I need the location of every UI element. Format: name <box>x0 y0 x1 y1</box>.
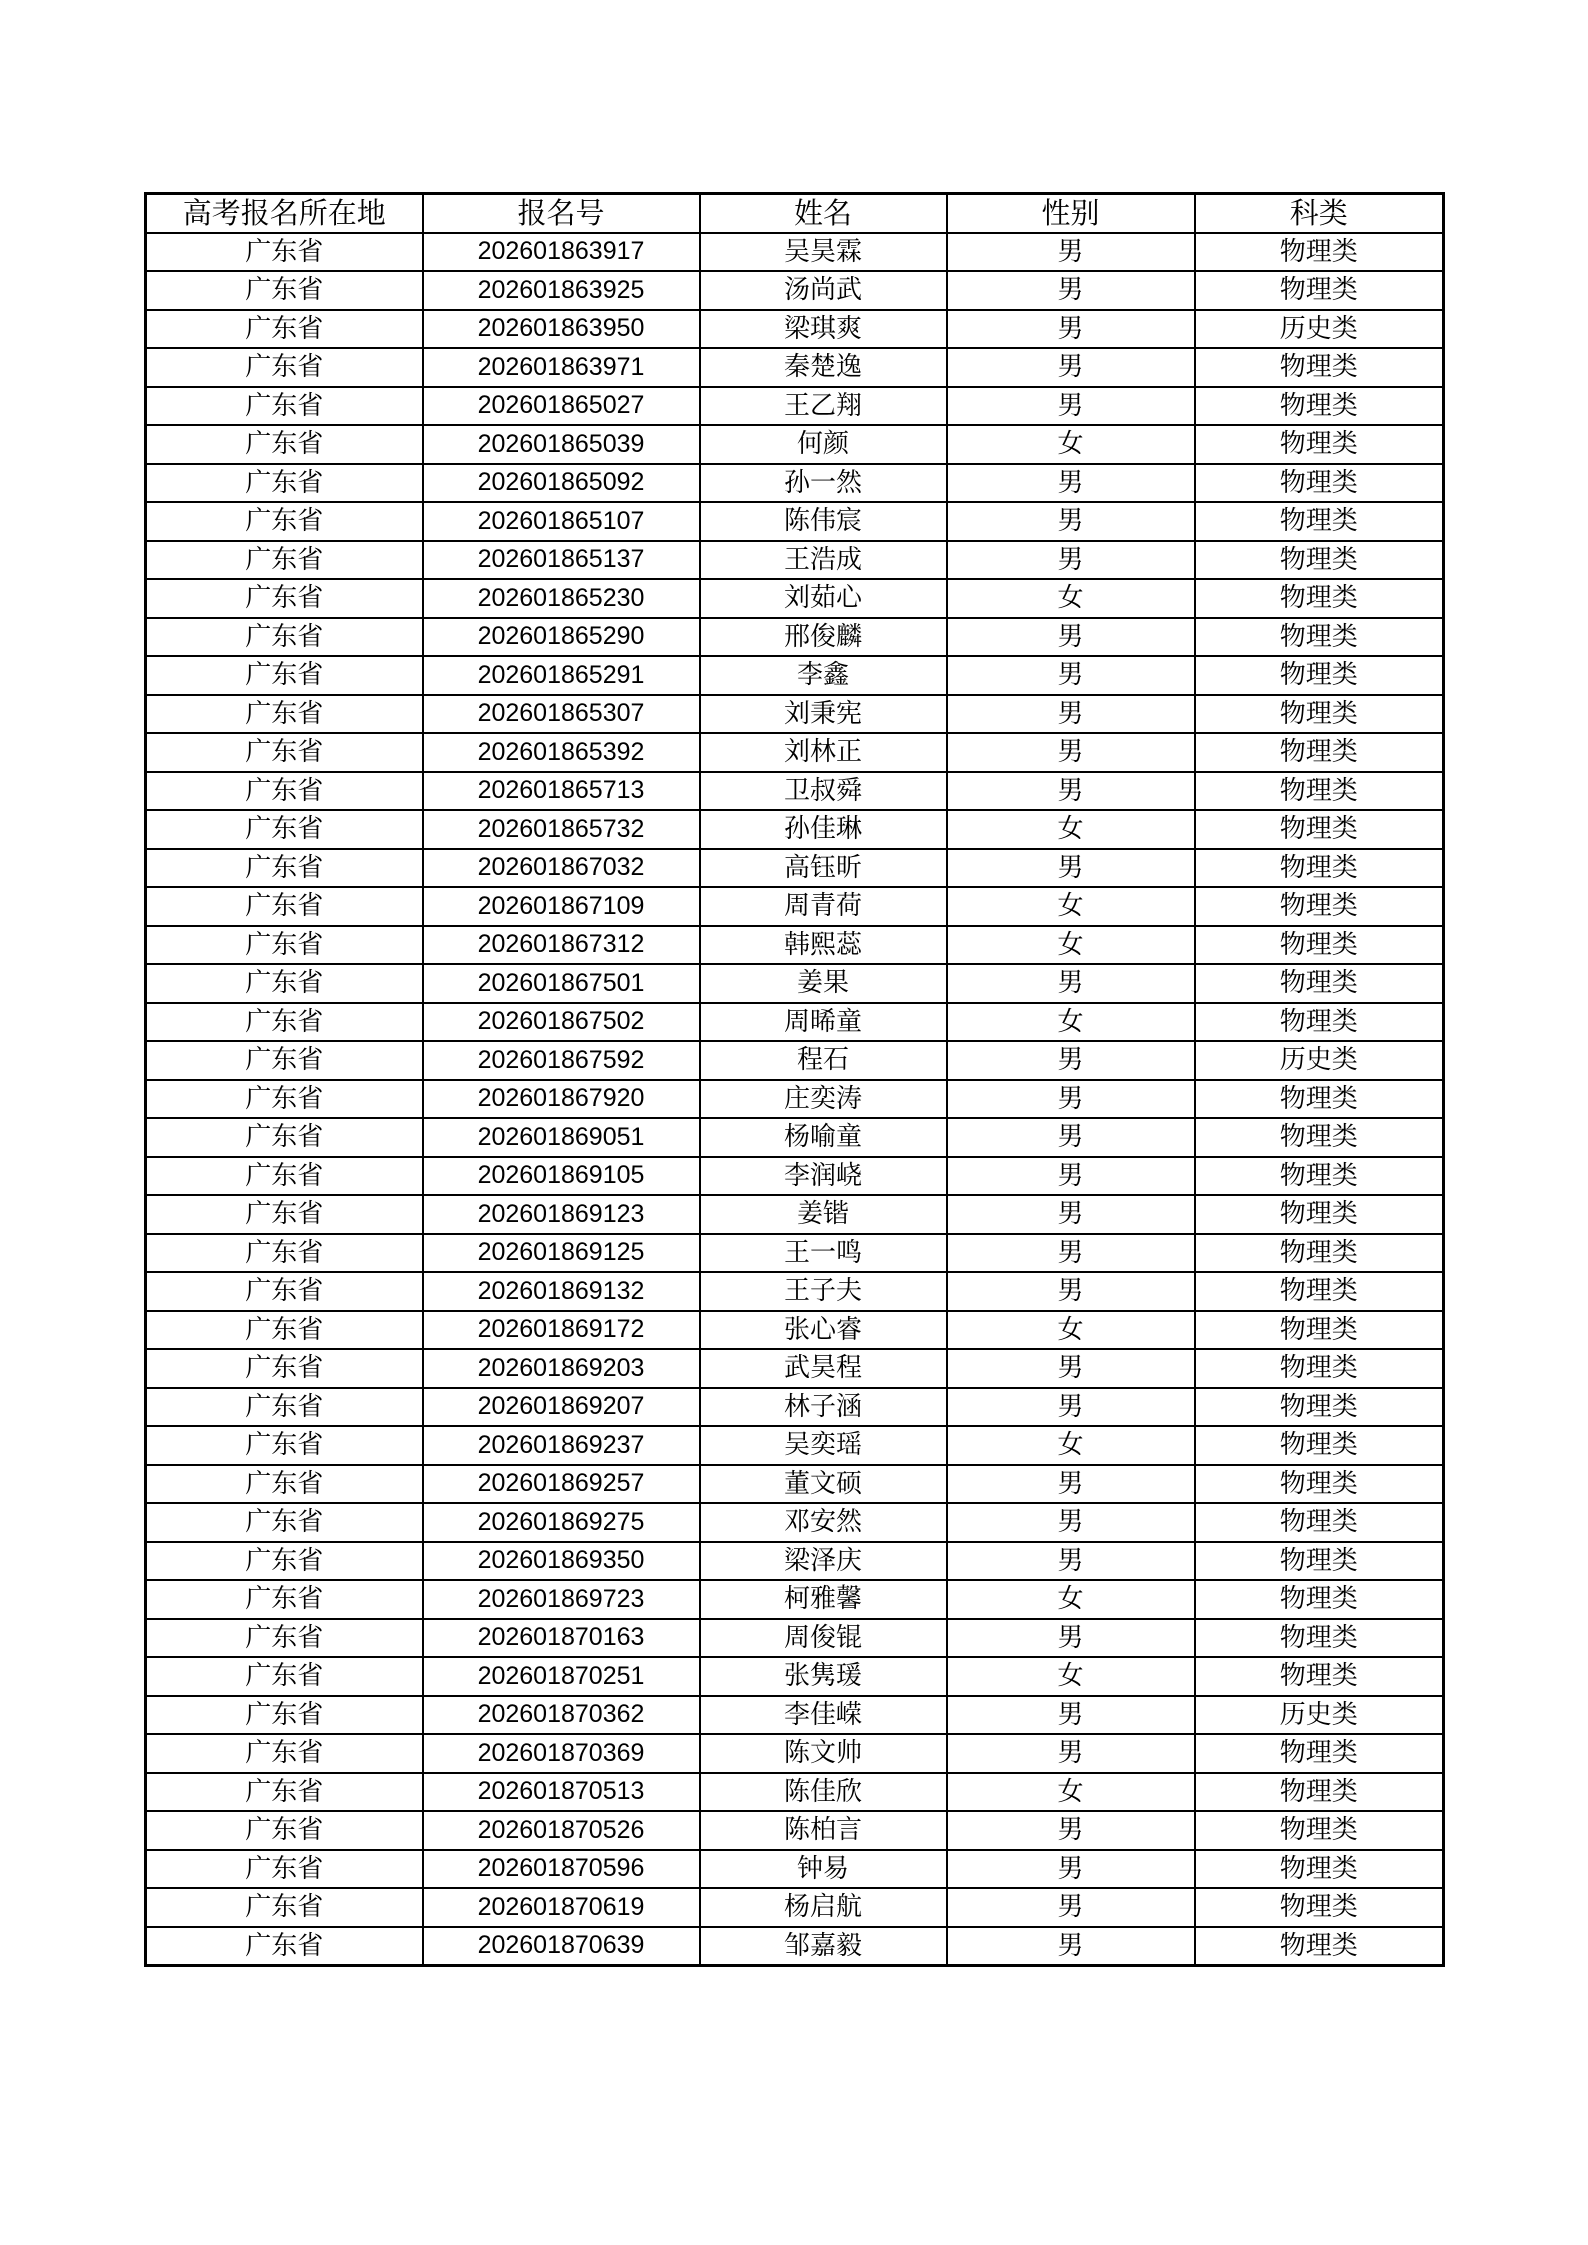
cell-registration-number: 202601870251 <box>423 1657 700 1696</box>
cell-subject-track: 物理类 <box>1195 1503 1444 1542</box>
cell-name: 刘林正 <box>700 733 947 772</box>
cell-subject-track: 物理类 <box>1195 1773 1444 1812</box>
cell-region: 广东省 <box>146 1234 423 1273</box>
cell-registration-number: 202601865027 <box>423 387 700 426</box>
cell-subject-track: 物理类 <box>1195 1388 1444 1427</box>
cell-gender: 男 <box>947 1195 1195 1234</box>
cell-gender: 男 <box>947 1349 1195 1388</box>
cell-registration-number: 202601865137 <box>423 541 700 580</box>
cell-subject-track: 物理类 <box>1195 1426 1444 1465</box>
table-row <box>146 1388 1444 1427</box>
cell-registration-number: 202601863950 <box>423 310 700 349</box>
cell-region: 广东省 <box>146 1465 423 1504</box>
cell-region: 广东省 <box>146 1080 423 1119</box>
cell-region: 广东省 <box>146 233 423 272</box>
cell-registration-number: 202601870596 <box>423 1850 700 1889</box>
cell-registration-number: 202601869723 <box>423 1580 700 1619</box>
cell-name: 武昊程 <box>700 1349 947 1388</box>
cell-name: 王子夫 <box>700 1272 947 1311</box>
cell-registration-number: 202601869237 <box>423 1426 700 1465</box>
cell-region: 广东省 <box>146 1888 423 1927</box>
cell-region: 广东省 <box>146 926 423 965</box>
table-row <box>146 233 1444 272</box>
cell-region: 广东省 <box>146 849 423 888</box>
cell-registration-number: 202601869203 <box>423 1349 700 1388</box>
cell-region: 广东省 <box>146 1773 423 1812</box>
header-registration-number: 报名号 <box>423 194 700 233</box>
cell-region: 广东省 <box>146 1118 423 1157</box>
cell-name: 邢俊麟 <box>700 618 947 657</box>
table-row <box>146 310 1444 349</box>
cell-subject-track: 物理类 <box>1195 1080 1444 1119</box>
cell-subject-track: 物理类 <box>1195 1465 1444 1504</box>
cell-region: 广东省 <box>146 1734 423 1773</box>
cell-name: 吴奕瑶 <box>700 1426 947 1465</box>
cell-registration-number: 202601870526 <box>423 1811 700 1850</box>
cell-subject-track: 物理类 <box>1195 1234 1444 1273</box>
table-row <box>146 1888 1444 1927</box>
cell-region: 广东省 <box>146 1503 423 1542</box>
cell-name: 孙一然 <box>700 464 947 503</box>
cell-gender: 男 <box>947 1542 1195 1581</box>
table-row <box>146 772 1444 811</box>
cell-registration-number: 202601865291 <box>423 656 700 695</box>
cell-subject-track: 物理类 <box>1195 1619 1444 1658</box>
table-body <box>146 233 1444 1966</box>
cell-gender: 男 <box>947 1388 1195 1427</box>
cell-gender: 女 <box>947 425 1195 464</box>
cell-name: 李佳嵘 <box>700 1696 947 1735</box>
cell-name: 董文硕 <box>700 1465 947 1504</box>
cell-region: 广东省 <box>146 1349 423 1388</box>
cell-subject-track: 物理类 <box>1195 618 1444 657</box>
cell-registration-number: 202601869132 <box>423 1272 700 1311</box>
table-row <box>146 1619 1444 1658</box>
cell-registration-number: 202601869123 <box>423 1195 700 1234</box>
cell-registration-number: 202601869172 <box>423 1311 700 1350</box>
table-row <box>146 733 1444 772</box>
table-row <box>146 1272 1444 1311</box>
cell-region: 广东省 <box>146 1542 423 1581</box>
admission-roster-table <box>144 192 1445 1967</box>
cell-name: 钟易 <box>700 1850 947 1889</box>
cell-region: 广东省 <box>146 772 423 811</box>
cell-gender: 男 <box>947 1696 1195 1735</box>
table-row <box>146 1657 1444 1696</box>
cell-subject-track: 物理类 <box>1195 1311 1444 1350</box>
table-row <box>146 1003 1444 1042</box>
table-row <box>146 849 1444 888</box>
cell-region: 广东省 <box>146 733 423 772</box>
cell-registration-number: 202601867502 <box>423 1003 700 1042</box>
cell-gender: 男 <box>947 1080 1195 1119</box>
table-row <box>146 1580 1444 1619</box>
cell-registration-number: 202601869350 <box>423 1542 700 1581</box>
cell-gender: 女 <box>947 1003 1195 1042</box>
cell-region: 广东省 <box>146 1580 423 1619</box>
cell-name: 梁泽庆 <box>700 1542 947 1581</box>
table-row <box>146 1734 1444 1773</box>
table-row <box>146 579 1444 618</box>
cell-region: 广东省 <box>146 1811 423 1850</box>
cell-gender: 女 <box>947 887 1195 926</box>
document-page <box>144 192 1442 1967</box>
cell-subject-track: 物理类 <box>1195 1195 1444 1234</box>
cell-registration-number: 202601867109 <box>423 887 700 926</box>
cell-subject-track: 物理类 <box>1195 1888 1444 1927</box>
cell-region: 广东省 <box>146 579 423 618</box>
cell-registration-number: 202601867592 <box>423 1041 700 1080</box>
cell-region: 广东省 <box>146 1426 423 1465</box>
cell-subject-track: 物理类 <box>1195 1927 1444 1966</box>
cell-name: 陈伟宸 <box>700 502 947 541</box>
cell-subject-track: 物理类 <box>1195 1542 1444 1581</box>
cell-subject-track: 物理类 <box>1195 810 1444 849</box>
cell-gender: 男 <box>947 1041 1195 1080</box>
cell-gender: 女 <box>947 1657 1195 1696</box>
cell-region: 广东省 <box>146 310 423 349</box>
cell-registration-number: 202601865392 <box>423 733 700 772</box>
cell-region: 广东省 <box>146 1619 423 1658</box>
cell-gender: 男 <box>947 1503 1195 1542</box>
cell-region: 广东省 <box>146 1195 423 1234</box>
cell-name: 汤尚武 <box>700 271 947 310</box>
table-row <box>146 1503 1444 1542</box>
cell-registration-number: 202601870163 <box>423 1619 700 1658</box>
cell-region: 广东省 <box>146 1003 423 1042</box>
cell-name: 李鑫 <box>700 656 947 695</box>
cell-registration-number: 202601867920 <box>423 1080 700 1119</box>
cell-registration-number: 202601865307 <box>423 695 700 734</box>
cell-gender: 男 <box>947 1157 1195 1196</box>
cell-name: 姜果 <box>700 964 947 1003</box>
table-header <box>146 194 1444 233</box>
cell-name: 柯雅馨 <box>700 1580 947 1619</box>
cell-subject-track: 物理类 <box>1195 233 1444 272</box>
cell-gender: 男 <box>947 1850 1195 1889</box>
cell-gender: 男 <box>947 1734 1195 1773</box>
cell-registration-number: 202601867032 <box>423 849 700 888</box>
cell-region: 广东省 <box>146 964 423 1003</box>
cell-region: 广东省 <box>146 1157 423 1196</box>
cell-registration-number: 202601865107 <box>423 502 700 541</box>
cell-gender: 男 <box>947 1234 1195 1273</box>
table-row <box>146 926 1444 965</box>
cell-gender: 男 <box>947 964 1195 1003</box>
cell-region: 广东省 <box>146 541 423 580</box>
cell-name: 梁琪爽 <box>700 310 947 349</box>
cell-gender: 男 <box>947 464 1195 503</box>
cell-region: 广东省 <box>146 348 423 387</box>
cell-gender: 男 <box>947 1811 1195 1850</box>
cell-region: 广东省 <box>146 1657 423 1696</box>
cell-gender: 男 <box>947 1927 1195 1966</box>
cell-region: 广东省 <box>146 1696 423 1735</box>
table-row <box>146 1696 1444 1735</box>
cell-region: 广东省 <box>146 271 423 310</box>
cell-gender: 男 <box>947 502 1195 541</box>
table-row <box>146 1234 1444 1273</box>
table-row <box>146 1811 1444 1850</box>
cell-subject-track: 物理类 <box>1195 1657 1444 1696</box>
cell-subject-track: 物理类 <box>1195 1118 1444 1157</box>
cell-region: 广东省 <box>146 387 423 426</box>
cell-gender: 男 <box>947 387 1195 426</box>
table-row <box>146 695 1444 734</box>
table-row <box>146 964 1444 1003</box>
table-row <box>146 618 1444 657</box>
cell-registration-number: 202601869125 <box>423 1234 700 1273</box>
cell-registration-number: 202601870369 <box>423 1734 700 1773</box>
table-row <box>146 656 1444 695</box>
cell-subject-track: 物理类 <box>1195 772 1444 811</box>
header-region: 高考报名所在地 <box>146 194 423 233</box>
cell-name: 张隽瑗 <box>700 1657 947 1696</box>
cell-registration-number: 202601863971 <box>423 348 700 387</box>
cell-name: 高钰昕 <box>700 849 947 888</box>
cell-gender: 男 <box>947 348 1195 387</box>
cell-name: 周晞童 <box>700 1003 947 1042</box>
table-row <box>146 1850 1444 1889</box>
cell-subject-track: 物理类 <box>1195 1811 1444 1850</box>
table-row <box>146 1927 1444 1966</box>
cell-gender: 男 <box>947 733 1195 772</box>
cell-gender: 男 <box>947 271 1195 310</box>
cell-name: 何颜 <box>700 425 947 464</box>
cell-registration-number: 202601865732 <box>423 810 700 849</box>
cell-subject-track: 物理类 <box>1195 1272 1444 1311</box>
cell-region: 广东省 <box>146 502 423 541</box>
cell-subject-track: 物理类 <box>1195 656 1444 695</box>
cell-name: 周俊锟 <box>700 1619 947 1658</box>
cell-subject-track: 历史类 <box>1195 1041 1444 1080</box>
cell-gender: 女 <box>947 1773 1195 1812</box>
table-row <box>146 271 1444 310</box>
cell-gender: 女 <box>947 810 1195 849</box>
cell-subject-track: 物理类 <box>1195 1003 1444 1042</box>
cell-name: 秦楚逸 <box>700 348 947 387</box>
cell-region: 广东省 <box>146 1311 423 1350</box>
cell-name: 陈佳欣 <box>700 1773 947 1812</box>
cell-registration-number: 202601865290 <box>423 618 700 657</box>
table-row <box>146 1426 1444 1465</box>
table-row <box>146 1311 1444 1350</box>
cell-region: 广东省 <box>146 1272 423 1311</box>
header-name: 姓名 <box>700 194 947 233</box>
cell-name: 王浩成 <box>700 541 947 580</box>
table-row <box>146 1041 1444 1080</box>
cell-subject-track: 物理类 <box>1195 502 1444 541</box>
cell-name: 王一鸣 <box>700 1234 947 1273</box>
cell-gender: 女 <box>947 1426 1195 1465</box>
cell-subject-track: 物理类 <box>1195 387 1444 426</box>
cell-name: 张心睿 <box>700 1311 947 1350</box>
table-row <box>146 464 1444 503</box>
header-row <box>146 194 1444 233</box>
table-row <box>146 1773 1444 1812</box>
cell-registration-number: 202601870619 <box>423 1888 700 1927</box>
cell-name: 程石 <box>700 1041 947 1080</box>
cell-registration-number: 202601867312 <box>423 926 700 965</box>
cell-registration-number: 202601869275 <box>423 1503 700 1542</box>
cell-name: 姜锴 <box>700 1195 947 1234</box>
cell-name: 孙佳琳 <box>700 810 947 849</box>
cell-name: 邹嘉毅 <box>700 1927 947 1966</box>
cell-region: 广东省 <box>146 1927 423 1966</box>
cell-subject-track: 物理类 <box>1195 1157 1444 1196</box>
cell-registration-number: 202601869105 <box>423 1157 700 1196</box>
cell-subject-track: 物理类 <box>1195 579 1444 618</box>
cell-gender: 男 <box>947 772 1195 811</box>
cell-subject-track: 物理类 <box>1195 1850 1444 1889</box>
table-row <box>146 1349 1444 1388</box>
cell-region: 广东省 <box>146 1041 423 1080</box>
cell-registration-number: 202601870362 <box>423 1696 700 1735</box>
cell-region: 广东省 <box>146 618 423 657</box>
cell-registration-number: 202601869207 <box>423 1388 700 1427</box>
cell-name: 庄奕涛 <box>700 1080 947 1119</box>
cell-subject-track: 历史类 <box>1195 310 1444 349</box>
cell-region: 广东省 <box>146 887 423 926</box>
cell-name: 林子涵 <box>700 1388 947 1427</box>
cell-registration-number: 202601865713 <box>423 772 700 811</box>
cell-registration-number: 202601870513 <box>423 1773 700 1812</box>
cell-subject-track: 历史类 <box>1195 1696 1444 1735</box>
cell-gender: 男 <box>947 1272 1195 1311</box>
header-gender: 性别 <box>947 194 1195 233</box>
cell-registration-number: 202601865039 <box>423 425 700 464</box>
cell-registration-number: 202601869257 <box>423 1465 700 1504</box>
cell-gender: 女 <box>947 579 1195 618</box>
table-row <box>146 810 1444 849</box>
table-row <box>146 387 1444 426</box>
cell-name: 杨喻童 <box>700 1118 947 1157</box>
cell-name: 陈文帅 <box>700 1734 947 1773</box>
header-subject-track: 科类 <box>1195 194 1444 233</box>
cell-gender: 男 <box>947 849 1195 888</box>
table-row <box>146 502 1444 541</box>
cell-subject-track: 物理类 <box>1195 348 1444 387</box>
cell-region: 广东省 <box>146 656 423 695</box>
cell-name: 李润峣 <box>700 1157 947 1196</box>
table-row <box>146 1542 1444 1581</box>
cell-subject-track: 物理类 <box>1195 695 1444 734</box>
cell-region: 广东省 <box>146 695 423 734</box>
table-row <box>146 348 1444 387</box>
cell-gender: 男 <box>947 695 1195 734</box>
table-row <box>146 425 1444 464</box>
cell-subject-track: 物理类 <box>1195 849 1444 888</box>
table-row <box>146 1080 1444 1119</box>
cell-registration-number: 202601863917 <box>423 233 700 272</box>
cell-registration-number: 202601869051 <box>423 1118 700 1157</box>
cell-name: 王乙翔 <box>700 387 947 426</box>
cell-gender: 男 <box>947 1888 1195 1927</box>
cell-gender: 男 <box>947 618 1195 657</box>
cell-gender: 女 <box>947 926 1195 965</box>
cell-subject-track: 物理类 <box>1195 887 1444 926</box>
cell-region: 广东省 <box>146 425 423 464</box>
cell-name: 卫叔舜 <box>700 772 947 811</box>
table-row <box>146 1157 1444 1196</box>
cell-region: 广东省 <box>146 464 423 503</box>
cell-gender: 男 <box>947 233 1195 272</box>
cell-subject-track: 物理类 <box>1195 926 1444 965</box>
table-row <box>146 1465 1444 1504</box>
cell-subject-track: 物理类 <box>1195 1580 1444 1619</box>
cell-registration-number: 202601865092 <box>423 464 700 503</box>
cell-registration-number: 202601867501 <box>423 964 700 1003</box>
cell-registration-number: 202601865230 <box>423 579 700 618</box>
table-row <box>146 1118 1444 1157</box>
cell-registration-number: 202601870639 <box>423 1927 700 1966</box>
cell-name: 吴昊霖 <box>700 233 947 272</box>
cell-name: 刘茹心 <box>700 579 947 618</box>
cell-gender: 男 <box>947 1619 1195 1658</box>
cell-subject-track: 物理类 <box>1195 964 1444 1003</box>
cell-registration-number: 202601863925 <box>423 271 700 310</box>
cell-subject-track: 物理类 <box>1195 271 1444 310</box>
cell-gender: 男 <box>947 310 1195 349</box>
cell-subject-track: 物理类 <box>1195 464 1444 503</box>
cell-gender: 男 <box>947 656 1195 695</box>
cell-region: 广东省 <box>146 810 423 849</box>
cell-gender: 女 <box>947 1580 1195 1619</box>
cell-gender: 男 <box>947 541 1195 580</box>
cell-name: 邓安然 <box>700 1503 947 1542</box>
table-row <box>146 541 1444 580</box>
cell-subject-track: 物理类 <box>1195 733 1444 772</box>
cell-name: 刘秉宪 <box>700 695 947 734</box>
table-row <box>146 887 1444 926</box>
cell-name: 周青荷 <box>700 887 947 926</box>
cell-gender: 男 <box>947 1465 1195 1504</box>
cell-name: 杨启航 <box>700 1888 947 1927</box>
cell-name: 韩熙蕊 <box>700 926 947 965</box>
cell-gender: 女 <box>947 1311 1195 1350</box>
cell-subject-track: 物理类 <box>1195 541 1444 580</box>
cell-subject-track: 物理类 <box>1195 1349 1444 1388</box>
table-row <box>146 1195 1444 1234</box>
cell-name: 陈柏言 <box>700 1811 947 1850</box>
cell-gender: 男 <box>947 1118 1195 1157</box>
cell-region: 广东省 <box>146 1850 423 1889</box>
cell-subject-track: 物理类 <box>1195 425 1444 464</box>
cell-region: 广东省 <box>146 1388 423 1427</box>
cell-subject-track: 物理类 <box>1195 1734 1444 1773</box>
